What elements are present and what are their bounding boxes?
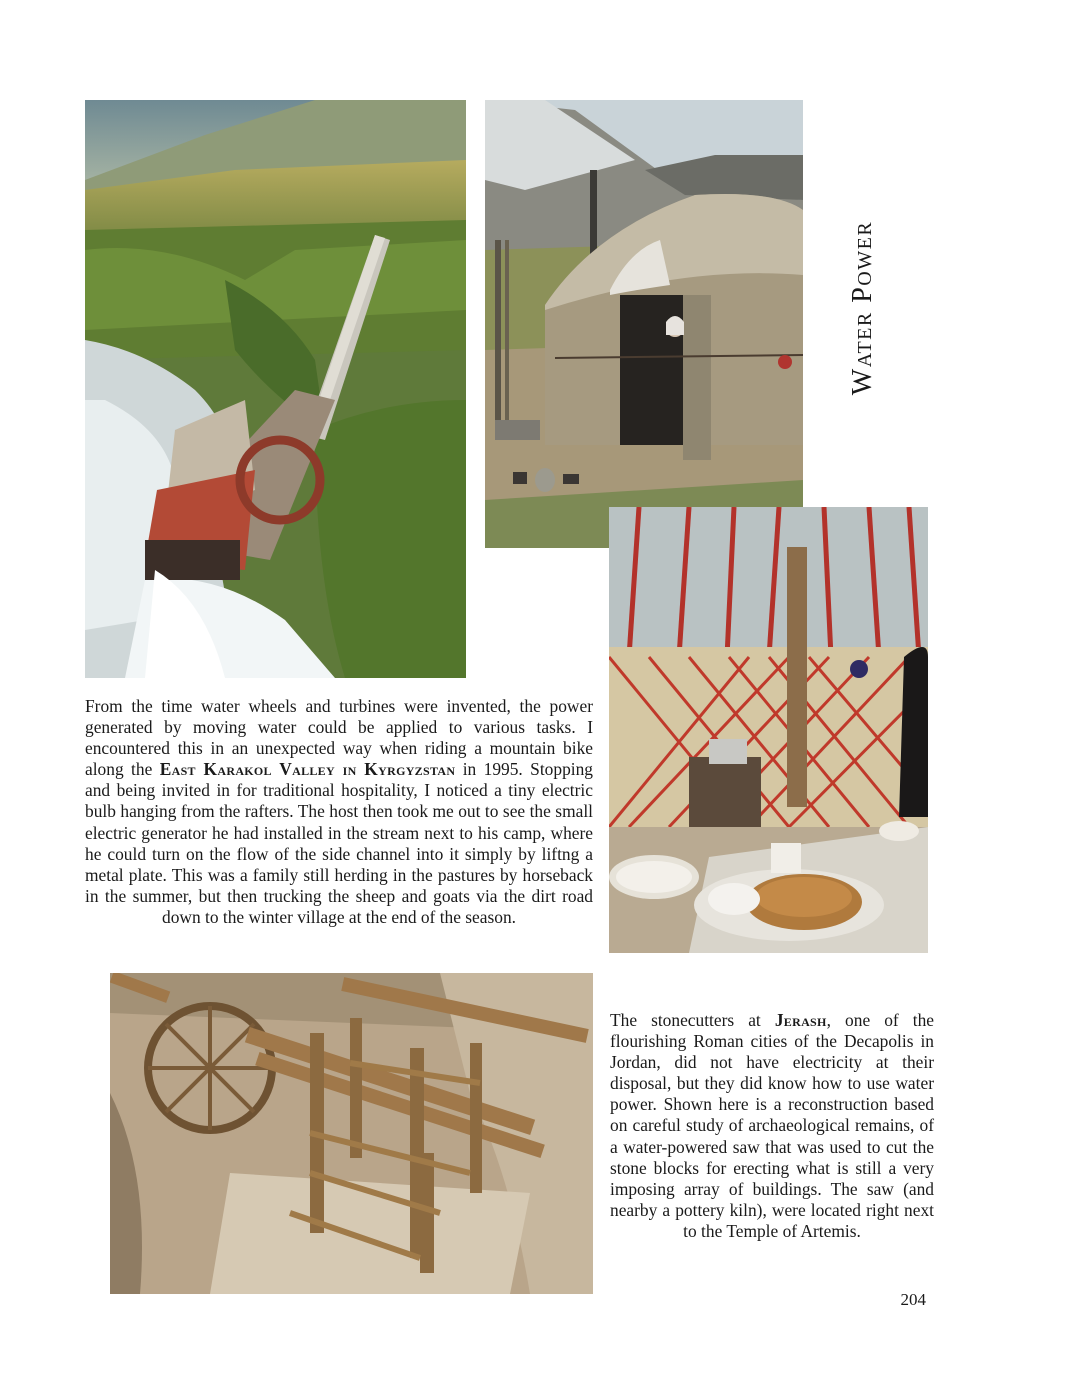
section-title-text: Water Power xyxy=(847,220,879,395)
section-title-vertical xyxy=(838,215,888,400)
paragraph-1-text-after: in 1995. Stopping and being invited in for traditional hospitality, I noticed a tiny electric bulb hanging from the rafters. The host then took me out to see the small electric generator he had installed in the stream next to his camp, where he could turn on the flow of the side channel into it simply by liftng a metal plate. This was a family still herding in the pastures by horseback in the summer, but then trucking the sheep and goats via the dirt road down to the winter village at the end of the season. xyxy=(85,759,593,927)
photo-stream-generator xyxy=(85,100,466,678)
paragraph-kyrgyzstan xyxy=(85,696,593,928)
paragraph-jerash xyxy=(610,1010,934,1242)
place-name-east-karakol: East Karakol Valley in Kyrgyzstan xyxy=(159,759,456,780)
paragraph-2-text-after: , one of the flourishing Roman cities of the Decapolis in Jordan, did not have electricity at their disposal, but they did know how to use water power. Shown here is a reconstruction based on careful study of archaeological remains, of a water-powered saw that was used to cut the stone blocks for erecting what is still a very imposing array of buildings. The saw (and nearby a pottery kiln), were located right next to the Temple of Artemis. xyxy=(610,1010,934,1241)
place-name-jerash: Jerash xyxy=(774,1010,827,1030)
photo-jerash-saw xyxy=(110,973,593,1294)
paragraph-2-text-before: The stonecutters at xyxy=(610,1010,775,1030)
page-number: 204 xyxy=(900,1290,926,1309)
photo-yurt-exterior xyxy=(485,100,803,548)
photo-yurt-interior xyxy=(609,507,928,953)
paragraph-1-text-before: From the time water wheels and turbines were invented, the power generated by moving water could be applied to various tasks. I encountered this in an unexpected way when riding a mountain bike along the xyxy=(85,696,593,780)
